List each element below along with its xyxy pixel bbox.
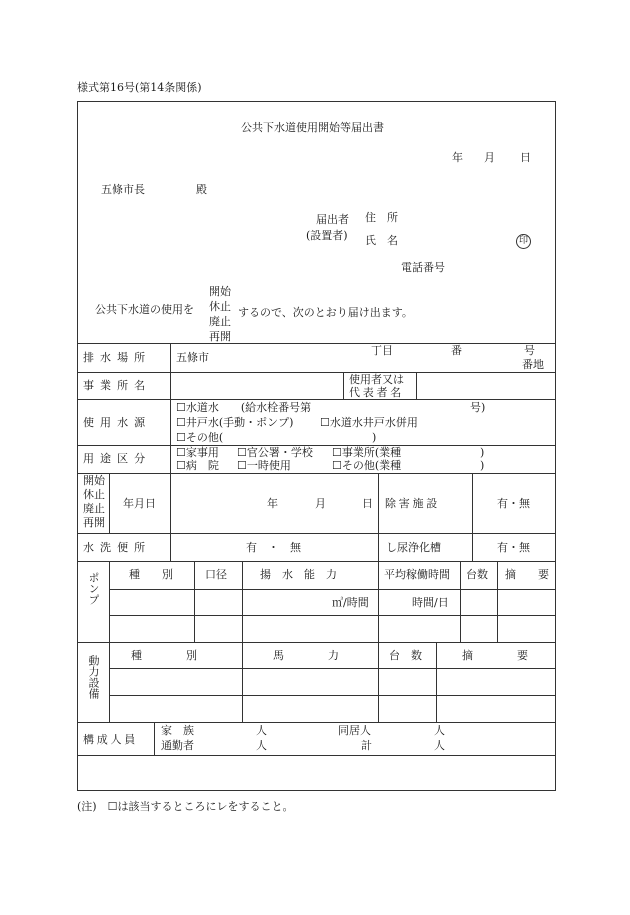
start-date-option-start: 開始	[83, 474, 105, 487]
rule	[242, 561, 243, 722]
rule	[77, 399, 556, 400]
usage-class-label: 用途区分	[83, 452, 152, 465]
representative-label-line1: 使用者又は	[349, 373, 404, 386]
usage-household: ☐家事用	[176, 446, 219, 459]
start-date-year: 年	[267, 497, 278, 510]
abatement-facility-label: 除害施設	[385, 497, 440, 510]
pump-header-notes: 摘 要	[505, 568, 549, 581]
power-header-horsepower: 馬 力	[273, 649, 339, 662]
power-header-count: 台 数	[389, 649, 422, 662]
declaration-option-start: 開始	[209, 285, 231, 298]
rule	[472, 473, 473, 561]
members-commuters-label: 通勤者	[161, 739, 194, 752]
usage-hospital: ☐病 院	[176, 459, 219, 472]
rule	[109, 473, 110, 533]
flush-toilet-value: 有 ・ 無	[246, 541, 301, 554]
pump-header-hours: 平均稼働時間	[384, 568, 450, 581]
pump-side-label: ポンプ	[87, 572, 100, 605]
rule	[77, 642, 556, 643]
members-commuters-unit: 人	[256, 739, 267, 752]
name-label: 氏 名	[365, 234, 398, 247]
drain-location-go: 号	[524, 344, 535, 357]
business-name-label: 事業所名	[83, 379, 152, 392]
members-label: 構成人員	[83, 733, 138, 746]
drain-location-ban: 番	[451, 344, 462, 357]
rule	[194, 561, 195, 642]
pump-header-capacity: 揚 水 能 力	[260, 568, 337, 581]
rule	[77, 372, 556, 373]
pump-header-count: 台数	[466, 568, 488, 581]
phone-label: 電話番号	[401, 261, 445, 274]
pump-header-diameter: 口径	[205, 568, 227, 581]
usage-business: ☐事業所(業種	[332, 446, 402, 459]
rule	[77, 473, 556, 474]
start-date-options	[83, 474, 105, 530]
declaration-option-abolish: 廃止	[209, 315, 231, 328]
start-date-month: 月	[315, 497, 326, 510]
members-family-unit: 人	[256, 724, 267, 737]
declaration-option-suspend: 休止	[209, 300, 231, 313]
date-year-label: 年	[452, 151, 463, 164]
pump-unit-hours: 時間/日	[412, 596, 449, 609]
abatement-facility-value: 有・無	[497, 497, 530, 510]
seal-glyph: 印	[516, 234, 531, 249]
address-label: 住 所	[365, 211, 398, 224]
start-date-day: 日	[362, 497, 373, 510]
rule	[154, 722, 155, 755]
date-day-label: 日	[520, 151, 531, 164]
footnote: (注) ☐は該当するところにレをすること。	[77, 800, 294, 813]
rule	[416, 372, 417, 399]
addressee-honorific: 殿	[196, 183, 207, 196]
representative-label-line2: 代表者名	[349, 386, 404, 399]
members-total-unit: 人	[434, 739, 445, 752]
usage-temporary: ☐一時使用	[237, 459, 291, 472]
declaration-options	[209, 284, 231, 344]
water-source-tap: ☐水道水 (給水栓番号第	[176, 401, 312, 414]
drain-location-label: 排水場所	[83, 351, 152, 364]
date-month-label: 月	[484, 151, 495, 164]
declaration-suffix: するので、次のとおり届け出ます。	[238, 306, 413, 319]
usage-other-close: )	[480, 459, 485, 472]
water-source-other: ☐その他(	[176, 431, 224, 444]
rule	[436, 642, 437, 722]
rule	[109, 561, 110, 722]
applicant-sublabel: (設置者)	[306, 229, 348, 242]
power-header-notes: 摘 要	[462, 649, 528, 662]
members-cohabitant-unit: 人	[434, 724, 445, 737]
water-source-well: ☐井戸水(手動・ポンプ)	[176, 416, 294, 429]
seal-mark	[516, 233, 531, 249]
rule	[77, 561, 556, 562]
water-source-combined: ☐水道水井戸水併用	[320, 416, 418, 429]
septic-tank-label: し尿浄化槽	[386, 541, 441, 554]
start-date-option-suspend: 休止	[83, 488, 105, 501]
septic-tank-value: 有・無	[497, 541, 530, 554]
rule	[77, 343, 556, 344]
rule	[343, 372, 344, 399]
start-date-option-abolish: 廃止	[83, 502, 105, 515]
declaration-prefix: 公共下水道の使用を	[95, 303, 194, 316]
power-side-label: 動力設備	[87, 655, 100, 699]
start-date-label: 年月日	[123, 497, 156, 510]
rule	[170, 343, 171, 561]
usage-other: ☐その他(業種	[332, 459, 402, 472]
flush-toilet-label: 水洗便所	[83, 541, 152, 554]
pump-header-type: 種 別	[129, 568, 173, 581]
power-header-type: 種 別	[131, 649, 197, 662]
rule	[460, 561, 461, 642]
water-source-label: 使用水源	[83, 416, 152, 429]
rule	[77, 533, 556, 534]
drain-location-chome: 丁目	[371, 344, 393, 357]
water-source-other-close: )	[372, 431, 377, 444]
pump-unit-capacity: ㎥/時間	[332, 596, 369, 609]
members-cohabitant-label: 同居人	[338, 724, 371, 737]
start-date-option-resume: 再開	[83, 516, 105, 529]
rule	[109, 668, 556, 669]
applicant-label: 届出者	[316, 213, 349, 226]
rule	[109, 695, 556, 696]
members-family-label: 家 族	[161, 724, 194, 737]
form-number: 様式第16号(第14条関係)	[77, 81, 202, 94]
water-source-tap-suffix: 号)	[470, 401, 486, 414]
members-total-label: 計	[361, 739, 372, 752]
rule	[109, 589, 556, 590]
drain-location-city: 五條市	[176, 351, 209, 364]
declaration-option-resume: 再開	[209, 330, 231, 343]
rule	[378, 473, 379, 561]
rule	[77, 755, 556, 756]
usage-business-close: )	[480, 446, 485, 459]
addressee-name: 五條市長	[101, 183, 145, 196]
rule	[109, 615, 556, 616]
rule	[497, 561, 498, 642]
form-title: 公共下水道使用開始等届出書	[241, 121, 384, 134]
drain-location-banchi: 番地	[522, 358, 544, 371]
rule	[378, 561, 379, 722]
rule	[77, 722, 556, 723]
usage-government: ☐官公署・学校	[237, 446, 313, 459]
